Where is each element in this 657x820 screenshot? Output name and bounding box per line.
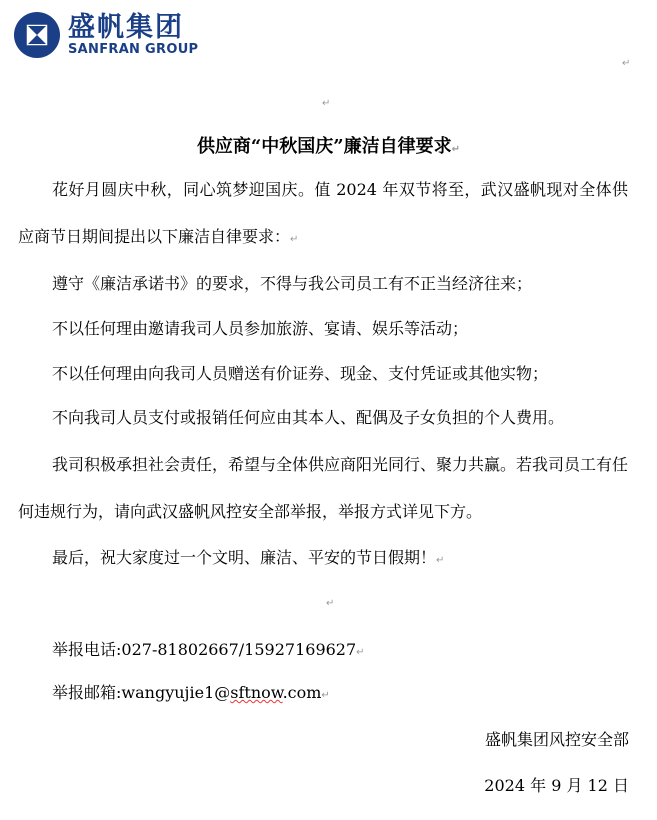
closing-line: 最后，祝大家度过一个文明、廉洁、平安的节日假期！↵ (52, 548, 445, 567)
signature-date: 2024 年 9 月 12 日 (484, 776, 629, 795)
intro-paragraph: 花好月圆庆中秋，同心筑梦迎国庆。值 2024 年双节将至，武汉盛帆现对全体供应商节日期间提出以下廉洁自律要求：↵ (18, 180, 628, 246)
paragraph-mark: ↵ (326, 598, 335, 609)
responsibility-paragraph: 我司积极承担社会责任，希望与全体供应商阳光同行、聚力共赢。若我司员工有任何违规行为，请向武汉盛帆风控安全部举报，举报方式详见下方。 (18, 455, 629, 521)
paragraph-mark: ↵ (322, 98, 331, 109)
logo-english-name: SANFRAN GROUP (68, 42, 199, 57)
requirement-item: 不以任何理由邀请我司人员参加旅游、宴请、娱乐等活动； (52, 319, 469, 338)
paragraph-mark: ↵ (622, 58, 631, 69)
requirement-item: 不以任何理由向我司人员赠送有价证券、现金、支付凭证或其他实物； (52, 364, 549, 383)
logo-chinese-name: 盛帆集团 (68, 12, 184, 43)
document-title: 供应商“中秋国庆”廉洁自律要求↵ (196, 136, 461, 157)
company-logo (14, 12, 198, 58)
requirement-item: 不向我司人员支付或报销任何应由其本人、配偶及子女负担的个人费用。 (52, 408, 565, 427)
requirement-item: 遵守《廉洁承诺书》的要求，不得与我公司员工有不正当经济往来； (52, 274, 533, 293)
report-email: 举报邮箱:wangyujie1@sftnow.com↵ (52, 683, 330, 702)
signature-department: 盛帆集团风控安全部 (484, 730, 629, 749)
logo-emblem-icon (14, 12, 60, 58)
report-phone: 举报电话:027-81802667/15927169627↵ (52, 640, 365, 659)
